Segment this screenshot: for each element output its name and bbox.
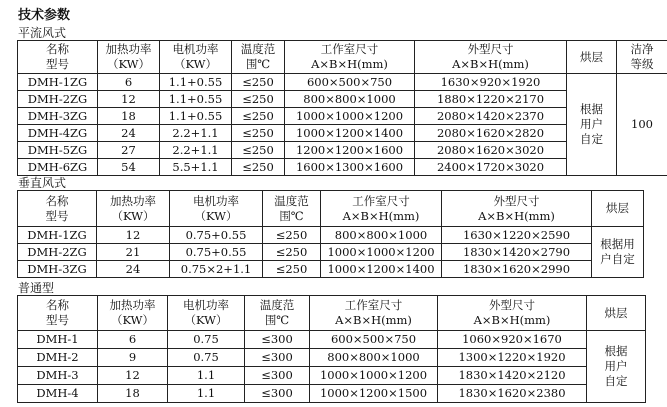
table-cell: DMH-1 bbox=[18, 331, 98, 349]
table-cell: 1830×1620×2380 bbox=[438, 385, 587, 403]
table-cell: ≤250 bbox=[232, 108, 285, 125]
table-cell: 24 bbox=[97, 261, 170, 278]
table-ordinary bbox=[17, 295, 646, 403]
table-cell: ≤300 bbox=[245, 385, 310, 403]
table-cell: 1000×1000×1200 bbox=[310, 367, 438, 385]
column-header: 温度范 围℃ bbox=[263, 191, 321, 227]
table-cell: DMH-5ZG bbox=[18, 142, 98, 159]
table-cell: 18 bbox=[98, 108, 160, 125]
header-row bbox=[18, 41, 667, 74]
table-cell: 21 bbox=[97, 244, 170, 261]
column-header: 烘层 bbox=[592, 191, 644, 227]
table-cell: 24 bbox=[98, 125, 160, 142]
table-cell: DMH-6ZG bbox=[18, 159, 98, 176]
column-header: 洁净 等级 bbox=[617, 41, 667, 74]
table-cell: 12 bbox=[98, 367, 168, 385]
table-cell: 1.1+0.55 bbox=[160, 74, 232, 91]
table-cell: 1830×1420×2120 bbox=[438, 367, 587, 385]
table-cell: 6 bbox=[98, 74, 160, 91]
table-cell: 1.1+0.55 bbox=[160, 91, 232, 108]
column-header: 工作室尺寸 A×B×H(mm) bbox=[285, 41, 415, 74]
column-header: 外型尺寸 A×B×H(mm) bbox=[442, 191, 592, 227]
table-cell: 800×800×1000 bbox=[285, 91, 415, 108]
table-cell: 1000×1200×1500 bbox=[310, 385, 438, 403]
table-cell: DMH-1ZG bbox=[18, 227, 97, 244]
table-cell: DMH-2ZG bbox=[18, 244, 97, 261]
column-header: 电机功率 （KW） bbox=[160, 41, 232, 74]
table-row bbox=[18, 74, 667, 91]
table-cell: 2.2+1.1 bbox=[160, 125, 232, 142]
table-cell: 1060×920×1670 bbox=[438, 331, 587, 349]
table-cell: 800×800×1000 bbox=[321, 227, 442, 244]
column-header: 名称 型号 bbox=[18, 296, 98, 331]
table-cell: 1880×1220×2170 bbox=[415, 91, 567, 108]
page-heading: 技术参数 bbox=[18, 8, 71, 23]
header-row bbox=[18, 296, 646, 331]
column-header: 电机功率 （KW） bbox=[168, 296, 245, 331]
column-header: 外型尺寸 A×B×H(mm) bbox=[438, 296, 587, 331]
column-header: 温度范 围℃ bbox=[232, 41, 285, 74]
merged-layer-cell: 根据 用户 自定 bbox=[587, 331, 646, 403]
column-header: 电机功率 （KW） bbox=[170, 191, 263, 227]
column-header: 名称 型号 bbox=[18, 191, 97, 227]
column-header: 烘层 bbox=[587, 296, 646, 331]
table-cell: 12 bbox=[98, 91, 160, 108]
table-cell: 0.75 bbox=[168, 349, 245, 367]
column-header: 加热功率 （KW） bbox=[97, 191, 170, 227]
table-cell: ≤300 bbox=[245, 331, 310, 349]
table-cell: 2080×1420×2370 bbox=[415, 108, 567, 125]
header-row bbox=[18, 191, 644, 227]
table-cell: 0.75+0.55 bbox=[170, 244, 263, 261]
column-header: 加热功率 （KW） bbox=[98, 41, 160, 74]
table-cell: 2400×1720×3020 bbox=[415, 159, 567, 176]
section-title-ordinary: 普通型 bbox=[18, 281, 55, 295]
table-cell: ≤300 bbox=[245, 367, 310, 385]
column-header: 名称 型号 bbox=[18, 41, 98, 74]
table-cell: ≤250 bbox=[232, 74, 285, 91]
table-horizontal-flow bbox=[17, 40, 667, 176]
table-cell: DMH-2 bbox=[18, 349, 98, 367]
table-cell: DMH-3ZG bbox=[18, 108, 98, 125]
table-cell: 1630×920×1920 bbox=[415, 74, 567, 91]
table-cell: 600×500×750 bbox=[285, 74, 415, 91]
table-cell: 0.75×2+1.1 bbox=[170, 261, 263, 278]
table-cell: 1830×1620×2990 bbox=[442, 261, 592, 278]
table-cell: 1000×1200×1400 bbox=[321, 261, 442, 278]
table-cell: 1830×1420×2790 bbox=[442, 244, 592, 261]
table-cell: DMH-4ZG bbox=[18, 125, 98, 142]
merged-layer-cell: 根据 用户 自定 bbox=[567, 74, 617, 176]
table-row bbox=[18, 349, 646, 367]
table-cell: 600×500×750 bbox=[310, 331, 438, 349]
column-header: 温度范 围℃ bbox=[245, 296, 310, 331]
merged-grade-cell: 100 bbox=[617, 74, 667, 176]
table-cell: DMH-2ZG bbox=[18, 91, 98, 108]
table-row bbox=[18, 367, 646, 385]
table-cell: DMH-1ZG bbox=[18, 74, 98, 91]
table-cell: 1000×1200×1400 bbox=[285, 125, 415, 142]
table-cell: 27 bbox=[98, 142, 160, 159]
table-cell: 1000×1000×1200 bbox=[321, 244, 442, 261]
table-cell: 1.1 bbox=[168, 367, 245, 385]
column-header: 加热功率 （KW） bbox=[98, 296, 168, 331]
merged-layer-cell: 根据用 户自定 bbox=[592, 227, 644, 278]
table-vertical-flow bbox=[17, 190, 644, 278]
table-row bbox=[18, 227, 644, 244]
table-cell: ≤250 bbox=[232, 125, 285, 142]
table-cell: ≤250 bbox=[232, 159, 285, 176]
table-cell: 1200×1200×1600 bbox=[285, 142, 415, 159]
table-cell: 9 bbox=[98, 349, 168, 367]
table-row bbox=[18, 331, 646, 349]
table-cell: DMH-4 bbox=[18, 385, 98, 403]
table-cell: 54 bbox=[98, 159, 160, 176]
table-cell: ≤250 bbox=[263, 227, 321, 244]
table-row bbox=[18, 244, 644, 261]
table-cell: 0.75 bbox=[168, 331, 245, 349]
cropped-previous-line bbox=[0, 0, 667, 3]
table-cell: 1.1+0.55 bbox=[160, 108, 232, 125]
table-row bbox=[18, 385, 646, 403]
table-cell: 2.2+1.1 bbox=[160, 142, 232, 159]
table-cell: 12 bbox=[97, 227, 170, 244]
table-cell: ≤250 bbox=[263, 244, 321, 261]
table-cell: 1600×1300×1600 bbox=[285, 159, 415, 176]
table-cell: 0.75+0.55 bbox=[170, 227, 263, 244]
column-header: 外型尺寸 A×B×H(mm) bbox=[415, 41, 567, 74]
table-cell: 1000×1000×1200 bbox=[285, 108, 415, 125]
table-cell: 1.1 bbox=[168, 385, 245, 403]
section-title-vertical-flow: 垂直风式 bbox=[18, 176, 67, 190]
table-row bbox=[18, 261, 644, 278]
table-cell: 2080×1620×3020 bbox=[415, 142, 567, 159]
table-cell: DMH-3ZG bbox=[18, 261, 97, 278]
table-cell: 6 bbox=[98, 331, 168, 349]
table-cell: 18 bbox=[98, 385, 168, 403]
table-cell: 1300×1220×1920 bbox=[438, 349, 587, 367]
column-header: 工作室尺寸 A×B×H(mm) bbox=[310, 296, 438, 331]
table-cell: 2080×1620×2820 bbox=[415, 125, 567, 142]
column-header: 工作室尺寸 A×B×H(mm) bbox=[321, 191, 442, 227]
table-cell: 1630×1220×2590 bbox=[442, 227, 592, 244]
table-cell: ≤300 bbox=[245, 349, 310, 367]
table-cell: ≤250 bbox=[263, 261, 321, 278]
section-title-horizontal-flow: 平流风式 bbox=[18, 26, 67, 40]
table-cell: ≤250 bbox=[232, 142, 285, 159]
table-cell: 800×800×1000 bbox=[310, 349, 438, 367]
table-cell: DMH-3 bbox=[18, 367, 98, 385]
table-cell: ≤250 bbox=[232, 91, 285, 108]
column-header: 烘层 bbox=[567, 41, 617, 74]
table-cell: 5.5+1.1 bbox=[160, 159, 232, 176]
